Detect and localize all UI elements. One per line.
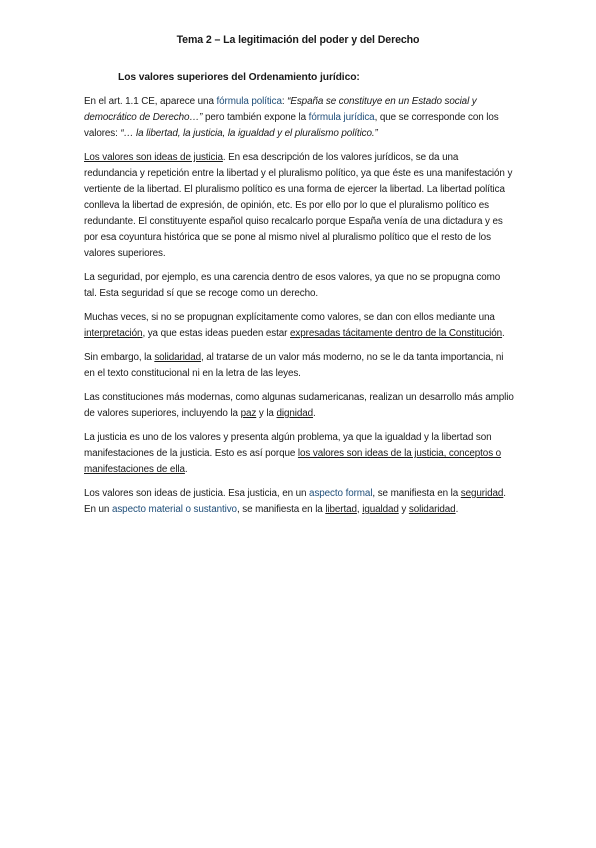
paragraph-7 (84, 430, 514, 478)
section-heading: Los valores superiores del Ordenamiento jurídico: (118, 72, 360, 83)
underlined-valores-ideas-justicia: Los valores son ideas de justicia (84, 152, 223, 163)
underlined-interpretacion: interpretación (84, 328, 143, 339)
highlight-formula-juridica: fórmula jurídica (308, 112, 375, 123)
text-run: : (281, 96, 288, 107)
text-run: , al tratarse de un valor más moderno, no se le da tanta importancia, ni en el texto constitucional ni en la letra de las leyes. (84, 352, 504, 379)
paragraph-3 (84, 270, 514, 302)
text-run: . (455, 504, 459, 515)
text-run: pero también expone la (202, 112, 309, 123)
text-run: , se manifiesta en la (372, 488, 461, 499)
text-run: Las constituciones más modernas, como algunas sudamericanas, realizan un desarrollo más amplio de valores superiores, incluyendo la (84, 392, 514, 419)
quote-valores: “… la libertad, la justicia, la igualdad y el pluralismo político.” (120, 128, 378, 139)
underlined-seguridad: seguridad (460, 488, 504, 499)
text-run: . (502, 328, 505, 339)
text-run: Sin embargo, la (84, 352, 155, 363)
underlined-solidaridad-final: solidaridad (408, 504, 456, 515)
text-run: , ya que estas ideas pueden estar (142, 328, 291, 339)
underlined-paz: paz (240, 408, 257, 419)
underlined-solidaridad: solidaridad (154, 352, 201, 363)
text-run: . (313, 408, 316, 419)
text-run: , se manifiesta en la (236, 504, 326, 515)
document-body (84, 94, 514, 526)
text-run: Muchas veces, si no se propugnan explícitamente como valores, se dan con ellos mediante una (84, 312, 495, 323)
paragraph-6 (84, 390, 514, 422)
text-run: . En un (84, 488, 506, 515)
paragraph-4 (84, 310, 514, 342)
text-run: . (184, 464, 188, 475)
highlight-formula-politica: fórmula política (216, 96, 282, 107)
highlight-aspecto-material: aspecto material o sustantivo (111, 504, 237, 515)
paragraph-5 (84, 350, 514, 382)
highlight-aspecto-formal: aspecto formal (309, 488, 373, 499)
underlined-valores-ideas-de-la-justicia: los valores son ideas de la justicia, conceptos o manifestaciones de ella (84, 448, 502, 475)
underlined-igualdad: igualdad (362, 504, 399, 515)
text-run: y (398, 504, 409, 515)
text-run: y la (256, 408, 277, 419)
underlined-libertad: libertad (325, 504, 357, 515)
page-title: Tema 2 – La legitimación del poder y del Derecho (176, 34, 420, 46)
text-run: Los valores son ideas de justicia. Esa justicia, en un (84, 488, 310, 499)
paragraph-2 (84, 150, 514, 262)
paragraph-1 (84, 94, 514, 142)
text-run: En el art. 1.1 CE, aparece una (84, 96, 217, 107)
paragraph-8 (84, 486, 514, 518)
quote-estado-social: “España se constituye en un Estado social y democrático de Derecho…” (84, 96, 477, 123)
underlined-expresadas-tacitamente: expresadas tácitamente dentro de la Constitución (290, 328, 503, 339)
text-run: , (356, 504, 363, 515)
text-run: , que se corresponde con los valores: (84, 112, 499, 139)
text-run: La seguridad, por ejemplo, es una carencia dentro de esos valores, ya que no se propugna como tal. Esta seguridad sí que se recoge como un derecho. (84, 272, 501, 299)
underlined-dignidad: dignidad (276, 408, 314, 419)
text-run: La justicia es uno de los valores y presenta algún problema, ya que la igualdad y la libertad son manifestaciones de la justicia. Esto es así porque (84, 432, 492, 459)
text-run: . En esa descripción de los valores jurídicos, se da una redundancia y repetición entre la libertad y el pluralismo político, ya que éste es una manifestación y vertiente de la libertad. El pluralismo político es una forma de ejercer la libertad. La libertad política conlleva la libertad de expresión, de opinión, etc. Es por ello por lo que el pluralismo político es redundante. El constituyente español quiso recalcarlo porque España venía de una dictadura y es por esa coyuntura histórica que se pone al mismo nivel al pluralismo político que el resto de los valores superiores. (84, 152, 513, 259)
